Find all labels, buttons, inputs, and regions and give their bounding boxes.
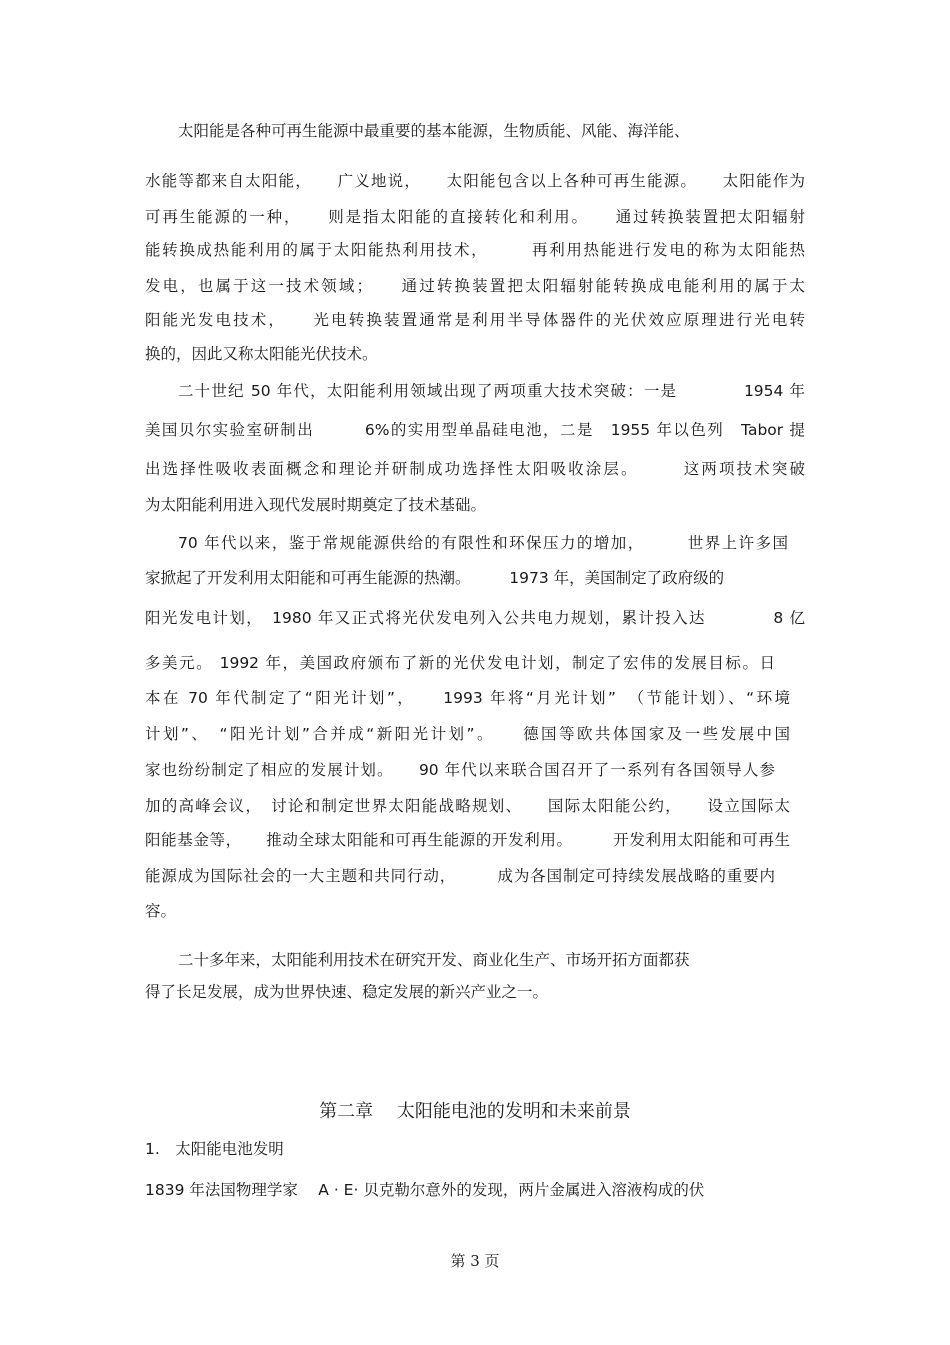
text-line: 二十多年来，太阳能利用技术在研究开发、商业化生产、市场开拓方面都获 <box>178 951 690 969</box>
text-line: 能源成为国际社会的一大主题和共同行动， 成为各国制定可持续发展战略的重要内 <box>145 867 775 885</box>
text-line: 计划”、 “阳光计划”合并成“新阳光计划”。 德国等欧共体国家及一些发展中国 <box>145 725 790 743</box>
section-title: 1. 太阳能电池发明 <box>145 1140 284 1158</box>
text-line: 换的，因此又称太阳能光伏技术。 <box>145 345 378 363</box>
text-line: 加的高峰会议， 讨论和制定世界太阳能战略规划、 国际太阳能公约， 设立国际太 <box>145 797 790 815</box>
text-line: 太阳能是各种可再生能源中最重要的基本能源，生物质能、风能、海洋能、 <box>178 122 690 140</box>
chapter-heading: 第二章 太阳能电池的发明和未来前景 <box>319 1101 631 1122</box>
text-line: 容。 <box>145 902 177 920</box>
text-line: 美国贝尔实验室研制出 6%的实用型单晶硅电池，二是 1955 年以色列 Tabor 提 <box>145 421 805 439</box>
text-line: 水能等都来自太阳能， 广义地说， 太阳能包含以上各种可再生能源。 太阳能作为 <box>145 172 805 190</box>
text-line: 多美元。 1992 年，美国政府颁布了新的光伏发电计划，制定了宏伟的发展目标。日 <box>145 654 775 672</box>
text-line: 70 年代以来，鉴于常规能源供给的有限性和环保压力的增加， 世界上许多国 <box>178 534 788 552</box>
text-line: 阳能基金等， 推动全球太阳能和可再生能源的开发利用。 开发利用太阳能和可再生 <box>145 831 790 849</box>
text-line: 阳能光发电技术， 光电转换装置通常是利用半导体器件的光伏效应原理进行光电转 <box>145 311 805 329</box>
text-line: 发电，也属于这一技术领域； 通过转换装置把太阳辐射能转换成电能利用的属于太 <box>145 277 805 295</box>
text-line: 二十世纪 50 年代，太阳能利用领域出现了两项重大技术突破：一是 1954 年 <box>178 382 805 400</box>
page-number: 第 3 页 <box>450 1252 500 1270</box>
text-line: 出选择性吸收表面概念和理论并研制成功选择性太阳吸收涂层。 这两项技术突破 <box>145 460 805 478</box>
text-line: 阳光发电计划， 1980 年又正式将光伏发电列入公共电力规划，累计投入达 8 亿 <box>145 609 805 627</box>
text-line: 1839 年法国物理学家 A · E· 贝克勒尔意外的发现，两片金属进入溶液构成的伏 <box>145 1181 705 1199</box>
text-line: 可再生能源的一种， 则是指太阳能的直接转化和利用。 通过转换装置把太阳辐射 <box>145 208 805 226</box>
text-line: 得了长足发展，成为世界快速、稳定发展的新兴产业之一。 <box>145 983 549 1001</box>
text-line: 本在 70 年代制定了“阳光计划”， 1993 年将“月光计划” （节能计划）、“环境 <box>145 689 790 707</box>
text-line: 家也纷纷制定了相应的发展计划。 90 年代以来联合国召开了一系列有各国领导人参 <box>145 761 775 779</box>
text-line: 能转换成热能利用的属于太阳能热利用技术， 再利用热能进行发电的称为太阳能热 <box>145 241 805 259</box>
text-line: 为太阳能利用进入现代发展时期奠定了技术基础。 <box>145 496 487 514</box>
text-line: 家掀起了开发利用太阳能和可再生能源的热潮。 1973 年，美国制定了政府级的 <box>145 569 725 587</box>
